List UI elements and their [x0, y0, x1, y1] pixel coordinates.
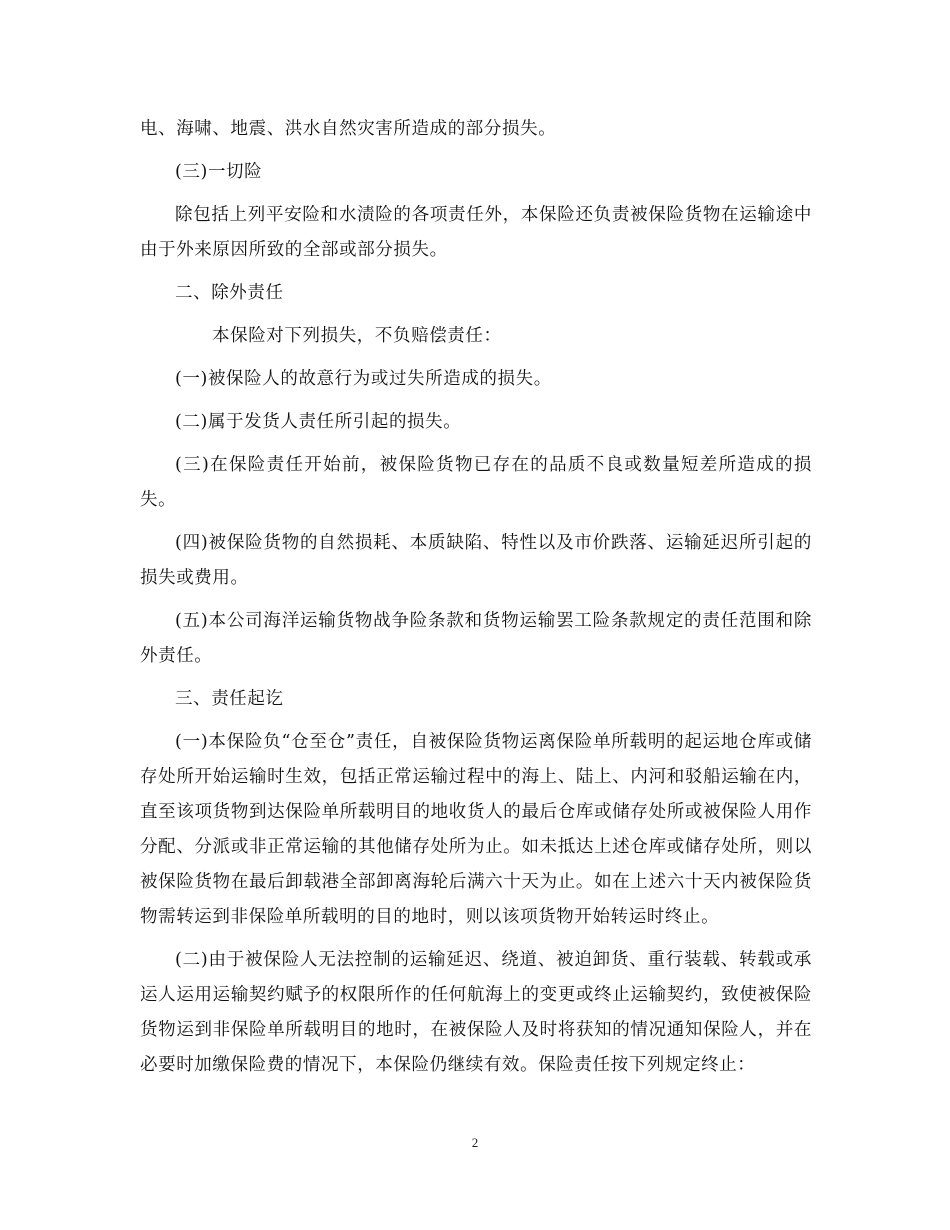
paragraph: 电、海啸、地震、洪水自然灾害所造成的部分损失。	[140, 119, 557, 139]
paragraph: 本保险对下列损失，不负赔偿责任：	[212, 326, 502, 346]
list-item: (一)本保险负“仓至仓”责任，自被保险货物运离保险单所载明的起运地仓库或储存处所开始运输时生效，包括正常运输过程中的海上、陆上、内河和驳船运输在内，直至该项货物到达保险单所载明目的地收货人的最后仓库或储存处所或被保险人用作分配、分派或非正常运输的其他储存处所为止。如未抵达上述仓库或储存处所，则以被保险货物在最后卸载港全部卸离海轮后满六十天为止。如在上述六十天内被保险货物需转运到非保险单所载明的目的地时，则以该项货物开始转运时终止。	[140, 732, 812, 927]
list-item: (四)被保险货物的自然损耗、本质缺陷、特性以及市价跌落、运输延迟所引起的损失或费用。	[140, 533, 812, 588]
list-item: (二)由于被保险人无法控制的运输延迟、绕道、被迫卸货、重行装载、转载或承运人运用运输契约赋予的权限所作的任何航海上的变更或终止运输契约，致使被保险货物运到非保险单所载明目的地时，在被保险人及时将获知的情况通知保险人，并在必要时加缴保险费的情况下，本保险仍继续有效。保险责任按下列规定终止：	[140, 950, 812, 1075]
list-item: (二)属于发货人责任所引起的损失。	[175, 412, 462, 432]
document-body	[140, 112, 812, 1091]
section-heading: (三)一切险	[175, 162, 263, 182]
list-item: (三)在保险责任开始前，被保险货物已存在的品质不良或数量短差所造成的损失。	[140, 455, 812, 510]
section-heading: 三、责任起讫	[175, 689, 284, 709]
page-number: 2	[471, 1135, 479, 1150]
paragraph: 除包括上列平安险和水渍险的各项责任外，本保险还负责被保险货物在运输途中由于外来原因所致的全部或部分损失。	[140, 205, 812, 260]
list-item: (一)被保险人的故意行为或过失所造成的损失。	[175, 369, 552, 389]
list-item: (五)本公司海洋运输货物战争险条款和货物运输罢工险条款规定的责任范围和除外责任。	[140, 611, 812, 666]
section-heading: 二、除外责任	[175, 283, 284, 303]
